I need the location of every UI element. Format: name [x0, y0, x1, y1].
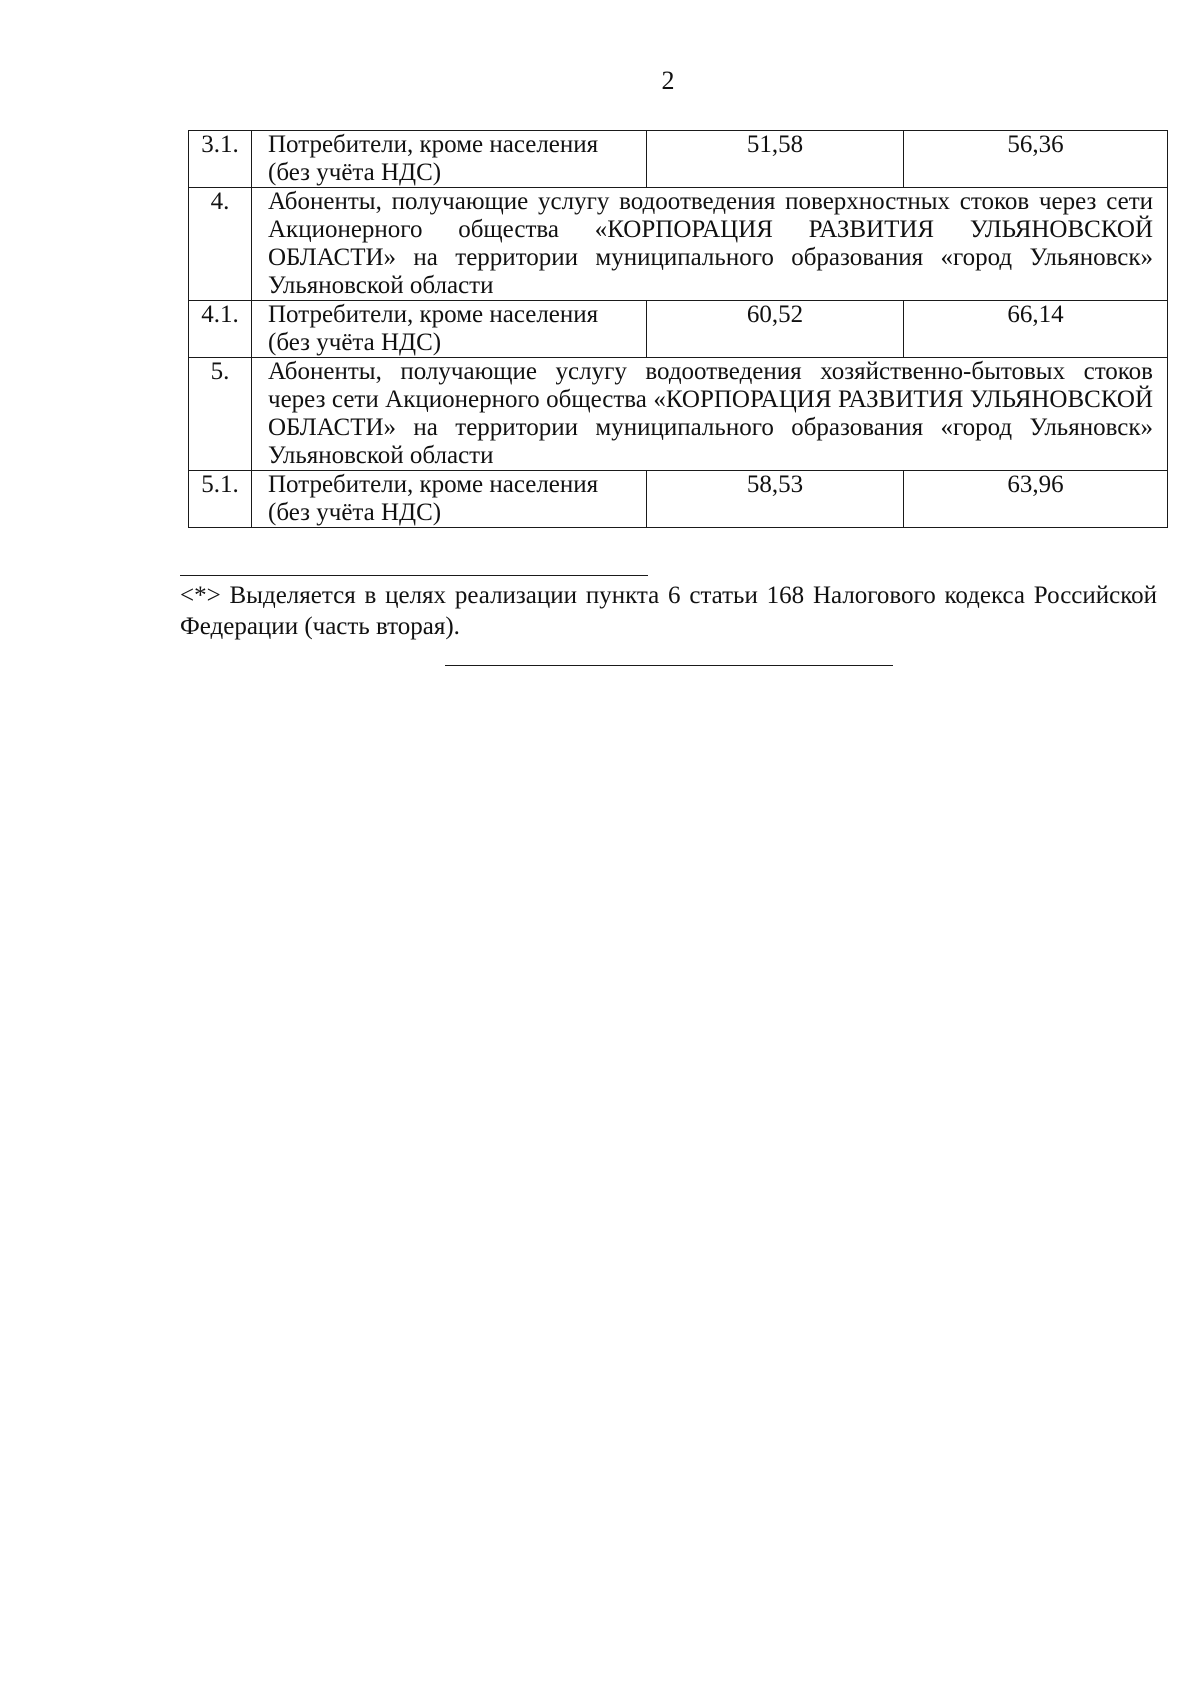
row-number: 4.: [189, 188, 252, 301]
subscriber-group-description: Абоненты, получающие услугу водоотведения хозяйственно-бытовых стоков через сети Акционерного общества «КОРПОРАЦИЯ РАЗВИТИЯ УЛЬЯНОВСКОЙ ОБЛАСТИ» на территории муниципального образования «город Ульяновск» Ульяновской области: [252, 358, 1168, 471]
consumer-category: [252, 301, 647, 358]
category-vat-note: (без учёта НДС): [268, 159, 442, 186]
page-number: 2: [661, 66, 675, 95]
consumer-category: [252, 131, 647, 188]
table-row: [189, 131, 1168, 188]
row-number: 5.: [189, 358, 252, 471]
row-number: 4.1.: [189, 301, 252, 358]
table-row: [189, 301, 1168, 358]
consumer-category: [252, 471, 647, 528]
footnote-divider: [180, 575, 648, 576]
row-number: 5.1.: [189, 471, 252, 528]
category-vat-note: (без учёта НДС): [268, 499, 442, 526]
table-row: [189, 358, 1168, 471]
tariff-table: [188, 130, 1168, 528]
row-number: 3.1.: [189, 131, 252, 188]
footnote: <*> Выделяется в целях реализации пункта 6 статьи 168 Налогового кодекса Российской Федерации (часть вторая).: [180, 582, 1157, 640]
table-row: [189, 188, 1168, 301]
tariff-value-first: 51,58: [647, 131, 904, 188]
tariff-value-first: 60,52: [647, 301, 904, 358]
category-line: Потребители, кроме населения: [268, 131, 599, 158]
category-vat-note: (без учёта НДС): [268, 329, 442, 356]
category-line: Потребители, кроме населения: [268, 301, 599, 328]
tariff-value-second: 63,96: [904, 471, 1168, 528]
tariff-value-second: 66,14: [904, 301, 1168, 358]
tariff-value-second: 56,36: [904, 131, 1168, 188]
tariff-value-first: 58,53: [647, 471, 904, 528]
category-line: Потребители, кроме населения: [268, 471, 599, 498]
end-of-document-rule: [445, 665, 893, 666]
table-row: [189, 471, 1168, 528]
subscriber-group-description: Абоненты, получающие услугу водоотведения поверхностных стоков через сети Акционерного общества «КОРПОРАЦИЯ РАЗВИТИЯ УЛЬЯНОВСКОЙ ОБЛАСТИ» на территории муниципального образования «город Ульяновск» Ульяновской области: [252, 188, 1168, 301]
